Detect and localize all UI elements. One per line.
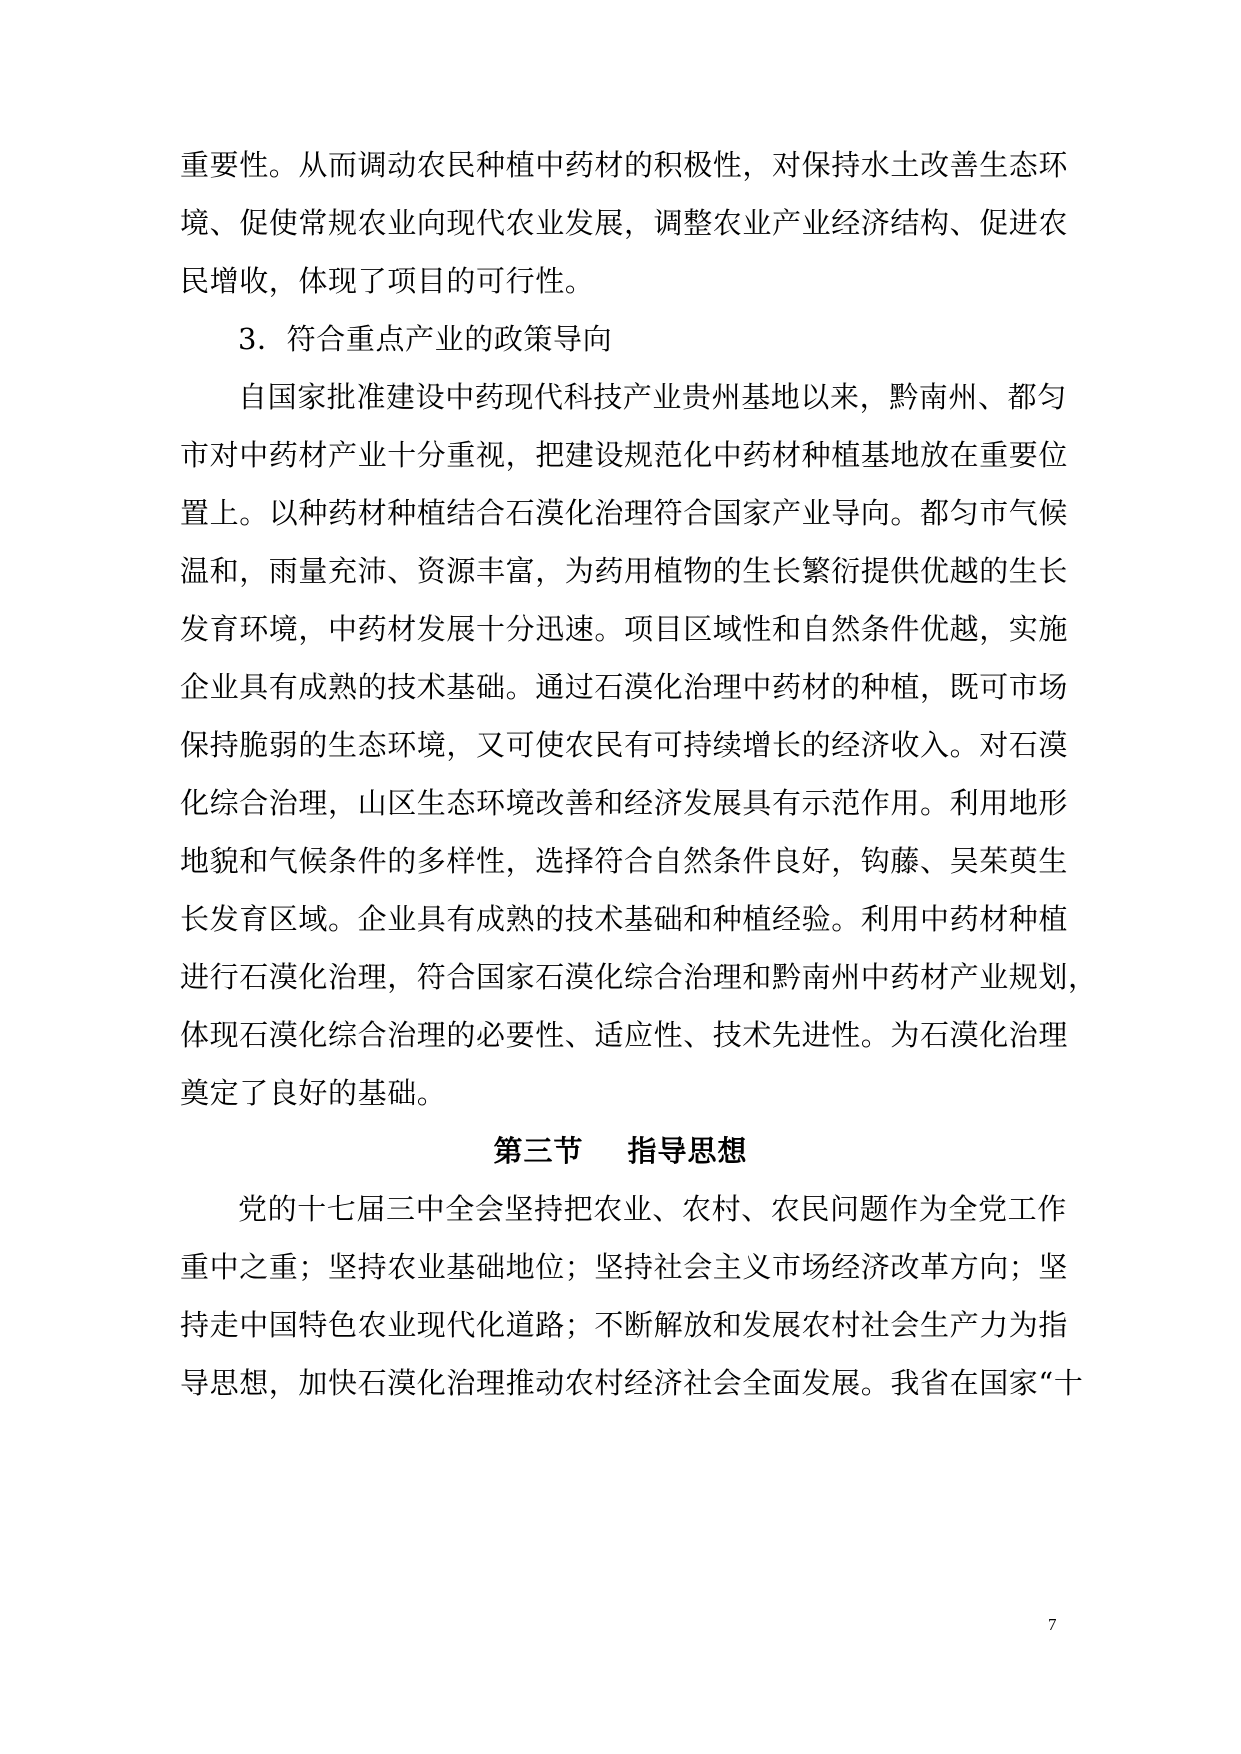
paragraph-2-line-6: 企业具有成熟的技术基础。通过石漠化治理中药材的种植，既可市场 [180,670,1069,704]
paragraph-2-line-10: 长发育区域。企业具有成熟的技术基础和种植经验。利用中药材种植 [180,902,1069,936]
section-title: 指导思想 [627,1134,748,1168]
paragraph-2-line-7: 保持脆弱的生态环境，又可使农民有可持续增长的经济收入。对石漠 [180,728,1069,762]
paragraph-1-line-2: 境、促使常规农业向现代农业发展，调整农业产业经济结构、促进农 [180,206,1069,240]
paragraph-2-line-3: 置上。以种药材种植结合石漠化治理符合国家产业导向。都匀市气候 [180,496,1069,530]
paragraph-3-line-3: 持走中国特色农业现代化道路；不断解放和发展农村社会生产力为指 [180,1308,1069,1342]
section-number: 第三节 [493,1134,584,1168]
paragraph-1-line-3: 民增收，体现了项目的可行性。 [180,264,595,298]
paragraph-1-line-1: 重要性。从而调动农民种植中药材的积极性，对保持水土改善生态环 [180,148,1069,182]
paragraph-2-line-9: 地貌和气候条件的多样性，选择符合自然条件良好，钩藤、吴茱萸生 [180,844,1069,878]
paragraph-2-line-1: 自国家批准建设中药现代科技产业贵州基地以来，黔南州、都匀 [238,380,1067,414]
subheading-policy-guidance: 3．符合重点产业的政策导向 [238,322,613,356]
paragraph-2-line-11: 进行石漠化治理，符合国家石漠化综合治理和黔南州中药材产业规划， [180,960,1098,994]
paragraph-2-line-12: 体现石漠化综合治理的必要性、适应性、技术先进性。为石漠化治理 [180,1018,1069,1052]
paragraph-2-line-8: 化综合治理，山区生态环境改善和经济发展具有示范作用。利用地形 [180,786,1069,820]
page-number: 7 [1048,1615,1057,1634]
paragraph-2-line-5: 发育环境，中药材发展十分迅速。项目区域性和自然条件优越，实施 [180,612,1069,646]
section-heading [0,1131,1241,1171]
paragraph-2-line-4: 温和，雨量充沛、资源丰富，为药用植物的生长繁衍提供优越的生长 [180,554,1069,588]
paragraph-2-line-13: 奠定了良好的基础。 [180,1076,447,1110]
paragraph-3-line-4: 导思想，加快石漠化治理推动农村经济社会全面发展。我省在国家“十 [180,1366,1084,1400]
paragraph-2-line-2: 市对中药材产业十分重视，把建设规范化中药材种植基地放在重要位 [180,438,1069,472]
paragraph-3-line-2: 重中之重；坚持农业基础地位；坚持社会主义市场经济改革方向；坚 [180,1250,1069,1284]
paragraph-3-line-1: 党的十七届三中全会坚持把农业、农村、农民问题作为全党工作 [238,1192,1067,1226]
